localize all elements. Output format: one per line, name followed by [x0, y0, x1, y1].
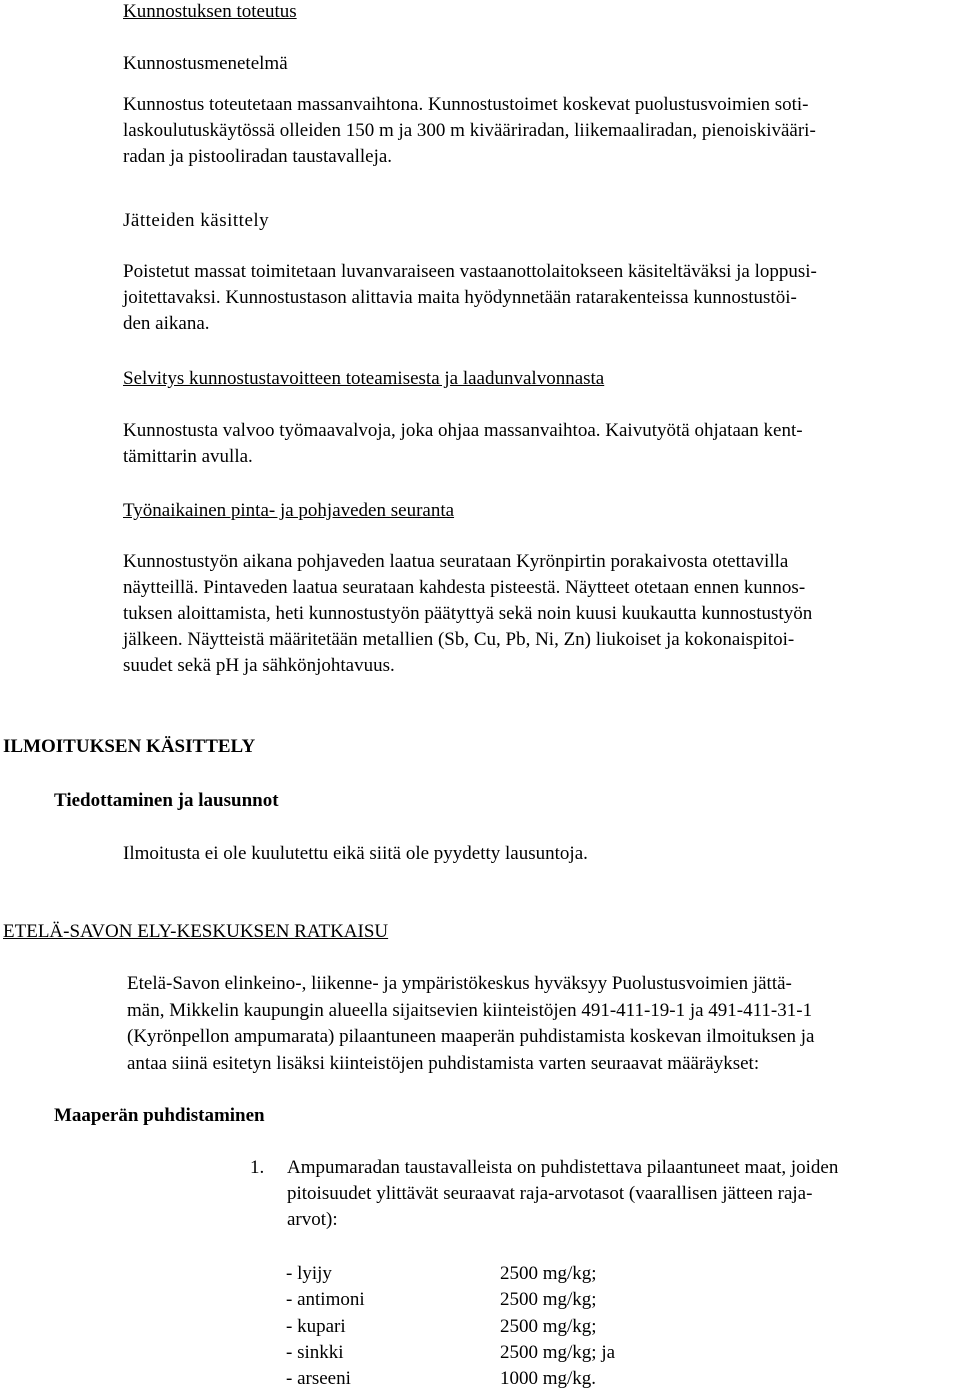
section-heading-seuranta: Työnaikainen pinta- ja pohjaveden seuranta [123, 500, 455, 521]
text-line: pitoisuudet ylittävät seuraavat raja-arvotasot (vaarallisen jätteen raja- [287, 1183, 813, 1204]
main-heading-ratkaisu: ETELÄ-SAVON ELY-KESKUKSEN RATKAISU [3, 921, 389, 942]
limit-substance: - sinkki [286, 1341, 344, 1363]
section-heading-kunnostuksen-toteutus: Kunnostuksen toteutus [123, 1, 297, 22]
limits-table [286, 1261, 706, 1392]
text-line: Etelä-Savon elinkeino-, liikenne- ja ympäristökeskus hyväksyy Puolustusvoimien jättä- [127, 973, 792, 994]
text-line: tuksen aloittamista, heti kunnostustyön päätyttyä sekä noin kuusi kuukautta kunnostustyön [123, 603, 813, 624]
limit-row [286, 1261, 706, 1287]
subheading-tiedottaminen: Tiedottaminen ja lausunnot [54, 790, 279, 811]
limit-value: 1000 mg/kg. [500, 1368, 597, 1390]
text-line: Poistetut massat toimitetaan luvanvaraiseen vastaanottolaitokseen käsiteltäväksi ja loppusi- [123, 261, 817, 282]
limit-substance: - antimoni [286, 1289, 365, 1311]
text-line: Kunnostustyön aikana pohjaveden laatua seurataan Kyrönpirtin porakaivosta otettavilla [123, 551, 789, 572]
limit-row [286, 1314, 706, 1340]
main-heading-ilmoituksen-kasittely: ILMOITUKSEN KÄSITTELY [3, 736, 256, 757]
text-line: arvot): [287, 1209, 338, 1230]
limit-row [286, 1340, 706, 1366]
text-line: män, Mikkelin kaupungin alueella sijaitsevien kiinteistöjen 491-411-19-1 ja 491-411-31-1 [127, 999, 813, 1021]
paragraph-seuranta [123, 549, 812, 679]
limit-row [286, 1366, 706, 1392]
limit-row [286, 1287, 706, 1313]
paragraph-kunnostusmenetelma [123, 92, 816, 170]
paragraph-ratkaisu [127, 971, 815, 1077]
paragraph-tiedottaminen: Ilmoitusta ei ole kuulutettu eikä siitä ole pyydetty lausuntoja. [123, 843, 588, 864]
text-line: suudet sekä pH ja sähkönjohtavuus. [123, 655, 395, 676]
paragraph-jatteiden-kasittely [123, 259, 817, 337]
text-line: antaa siinä esitetyn lisäksi kiinteistöjen puhdistamista varten seuraavat määräykset: [127, 1052, 760, 1074]
limit-value: 2500 mg/kg; [500, 1263, 597, 1284]
subheading-jatteiden-kasittely: Jätteiden käsittely [123, 210, 270, 231]
limit-value: 2500 mg/kg; ja [500, 1341, 616, 1363]
limit-value: 2500 mg/kg; [500, 1315, 597, 1337]
text-line: Kunnostusta valvoo työmaavalvoja, joka ohjaa massanvaihtoa. Kaivutyötä ohjataan kent- [123, 420, 803, 441]
text-line: den aikana. [123, 313, 210, 334]
text-line: radan ja pistooliradan taustavalleja. [123, 146, 393, 167]
subheading-kunnostusmenetelma: Kunnostusmenetelmä [123, 53, 288, 74]
text-line: laskoulutuskäytössä olleiden 150 m ja 300 m kivääriradan, liikemaaliradan, pienoiskivääri- [123, 120, 816, 141]
text-line: näytteillä. Pintaveden laatua seurataan kahdesta pisteestä. Näytteet otetaan ennen kunnos- [123, 577, 806, 598]
text-line: joitettavaksi. Kunnostustason alittavia maita hyödynnetään ratarakenteissa kunnostustöi- [123, 287, 797, 308]
limit-value: 2500 mg/kg; [500, 1289, 597, 1311]
list-item-number: 1. [250, 1157, 265, 1178]
text-line: jälkeen. Näytteistä määritetään metallien (Sb, Cu, Pb, Ni, Zn) liukoiset ja kokonaispitoi- [123, 629, 795, 650]
text-line: tämittarin avulla. [123, 446, 253, 467]
text-line: (Kyrönpellon ampumarata) pilaantuneen maaperän puhdistamista koskevan ilmoituksen ja [127, 1026, 815, 1047]
subheading-maaperan-puhdistaminen: Maaperän puhdistaminen [54, 1105, 265, 1126]
text-line: Kunnostus toteutetaan massanvaihtona. Kunnostustoimet koskevat puolustusvoimien soti- [123, 94, 809, 115]
list-item-text [287, 1155, 838, 1233]
limit-substance: - arseeni [286, 1368, 351, 1390]
paragraph-selvitys [123, 418, 803, 470]
limit-substance: - kupari [286, 1315, 346, 1337]
limit-substance: - lyijy [286, 1263, 332, 1284]
section-heading-selvitys: Selvitys kunnostustavoitteen toteamisesta ja laadunvalvonnasta [123, 368, 605, 389]
text-line: Ampumaradan taustavalleista on puhdistettava pilaantuneet maat, joiden [287, 1157, 839, 1178]
